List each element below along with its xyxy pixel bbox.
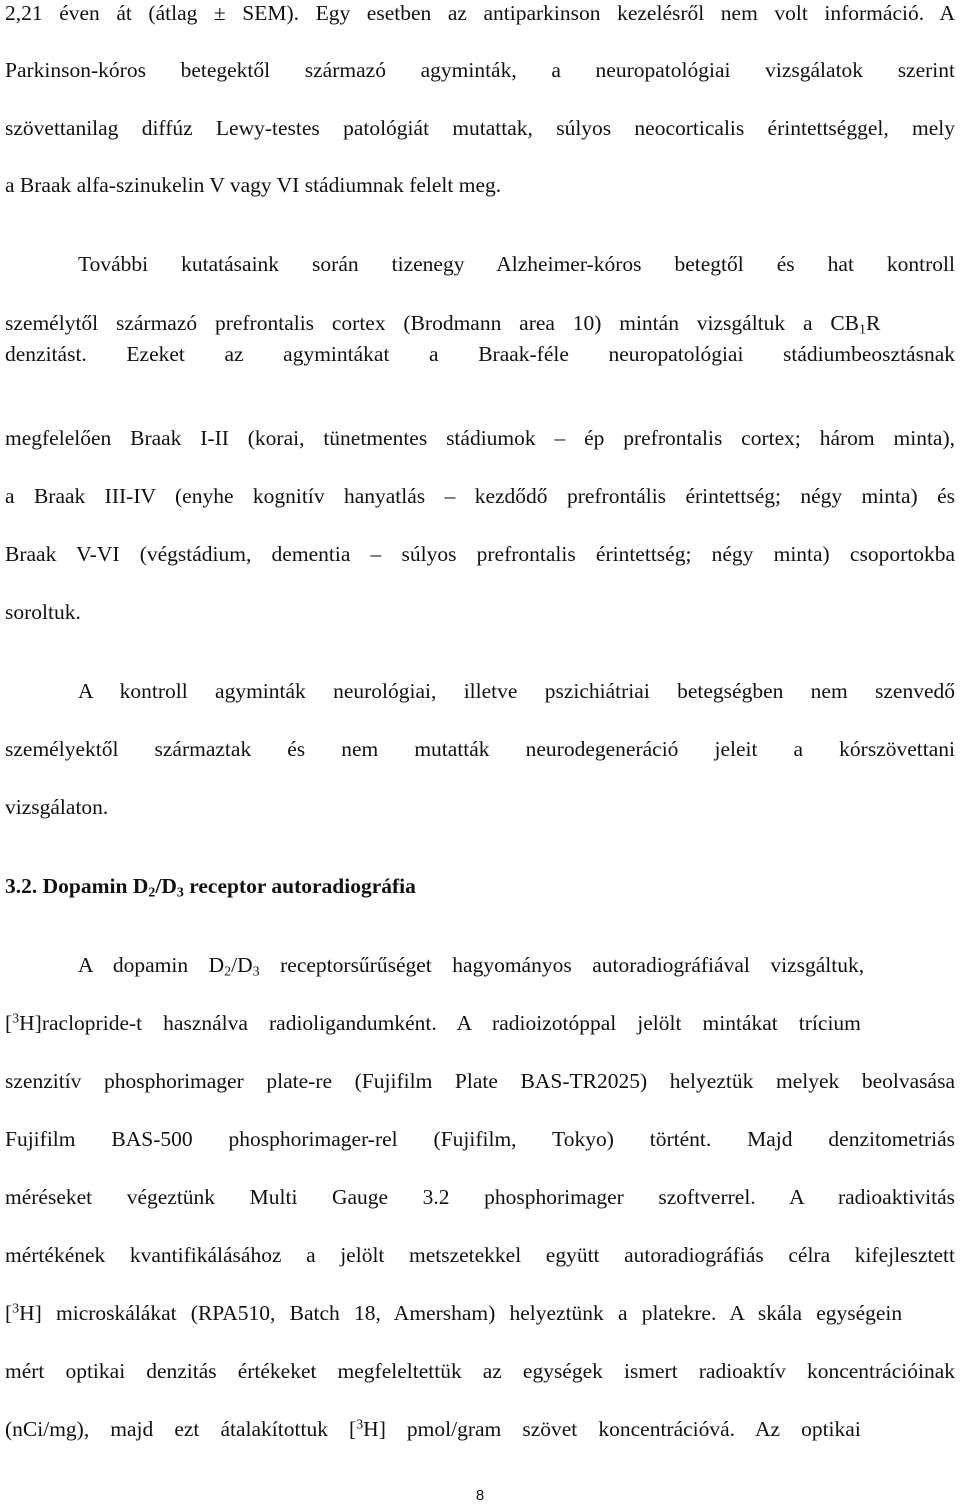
paragraph-4-line-2-text: H]raclopride-t használva radioligandumként. A radioizotóppal jelölt mintákat trícium [19,1011,861,1035]
paragraph-2-line-1: További kutatásaink során tizenegy Alzheimer-kóros betegtől és hat kontroll [78,252,955,276]
paragraph-2-line-6: Braak V-VI (végstádium, dementia – súlyos prefrontalis érintettség; négy minta) csoportokba [5,542,955,566]
d2-subscript: 2 [148,885,156,901]
paragraph-1-line-2: Parkinson-kóros betegektől származó agyminták, a neuropatológiai vizsgálatok szerint [5,58,955,82]
paragraph-4-line-7-text: H] microskálákat (RPA510, Batch 18, Amersham) helyeztünk a platekre. A skála egységein [19,1301,903,1325]
paragraph-4-line-9 [5,1416,955,1442]
paragraph-2-line-4: megfelelően Braak I-II (korai, tünetmentes stádiumok – ép prefrontalis cortex; három minta), [5,426,955,450]
section-heading-rest: receptor autoradiográfia [183,874,416,898]
bracket-open: [ [5,1011,13,1035]
paragraph-4-line-6: mértékének kvantifikálásához a jelölt metszetekkel együtt autoradiográfiás célra kifejlesztett [5,1243,955,1267]
cb-subscript: 1 [859,322,866,338]
paragraph-1-line-1: 2,21 éven át (átlag ± SEM). Egy esetben az antiparkinson kezelésről nem volt információ. A [5,1,955,25]
paragraph-3-line-1: A kontroll agyminták neurológiai, illetve pszichiátriai betegségben nem szenvedő [78,679,955,703]
paragraph-2-line-5: a Braak III-IV (enyhe kognitív hanyatlás – kezdődő prefrontális érintettség; négy minta) és [5,484,955,508]
paragraph-4-line-4: Fujifilm BAS-500 phosphorimager-rel (Fujifilm, Tokyo) történt. Majd denzitometriás [5,1127,955,1151]
d2-subscript: 2 [224,964,232,980]
paragraph-4-line-1-rest: receptorsűrűséget hagyományos autoradiográfiával vizsgáltuk, [259,953,865,977]
bracket-open: [ [5,1301,13,1325]
paragraph-4-line-1-slash: /D [231,953,253,977]
paragraph-2-line-2 [5,310,955,336]
section-heading-slash: /D [155,874,177,898]
section-heading-text: 3.2. Dopamin D [5,874,149,898]
paragraph-2-line-2-text: személytől származó prefrontalis cortex (Brodmann area 10) mintán vizsgáltuk a CB [5,311,860,335]
section-heading [5,873,416,899]
paragraph-4-line-3: szenzitív phosphorimager plate-re (Fujifilm Plate BAS-TR2025) helyeztük melyek beolvasása [5,1069,955,1093]
paragraph-4-line-1-text: A dopamin D [78,953,225,977]
paragraph-4-line-2 [5,1010,955,1036]
tritium-superscript: 3 [356,1417,364,1433]
paragraph-4-line-9-text: (nCi/mg), majd ezt átalakítottuk [ [5,1417,357,1441]
paragraph-2-line-7: soroltuk. [5,600,81,624]
d3-subscript: 3 [176,885,184,901]
paragraph-2-line-3: denzitást. Ezeket az agymintákat a Braak-féle neuropatológiai stádiumbeosztásnak [5,342,955,366]
tritium-superscript: 3 [12,1301,20,1317]
paragraph-1-line-4: a Braak alfa-szinukelin V vagy VI stádiumnak felelt meg. [5,173,502,197]
paragraph-4-line-9-rest: H] pmol/gram szövet koncentrációvá. Az optikai [363,1417,861,1441]
paragraph-4-line-7 [5,1300,955,1326]
paragraph-4-line-1 [5,952,955,978]
paragraph-2-line-2-end: R [866,311,881,335]
d3-subscript: 3 [252,964,260,980]
page-number: 8 [475,1487,485,1504]
paragraph-4-line-8: mért optikai denzitás értékeket megfeleltettük az egységek ismert radioaktív koncentrációinak [5,1359,955,1383]
paragraph-3-line-2: személyektől származtak és nem mutatták neurodegeneráció jeleit a kórszövettani [5,737,955,761]
paragraph-3-line-3: vizsgálaton. [5,795,109,819]
paragraph-4-line-5: méréseket végeztünk Multi Gauge 3.2 phosphorimager szoftverrel. A radioaktivitás [5,1185,955,1209]
tritium-superscript: 3 [12,1011,20,1027]
paragraph-1-line-3: szövettanilag diffúz Lewy-testes patológiát mutattak, súlyos neocorticalis érintettséggel, mely [5,116,955,140]
